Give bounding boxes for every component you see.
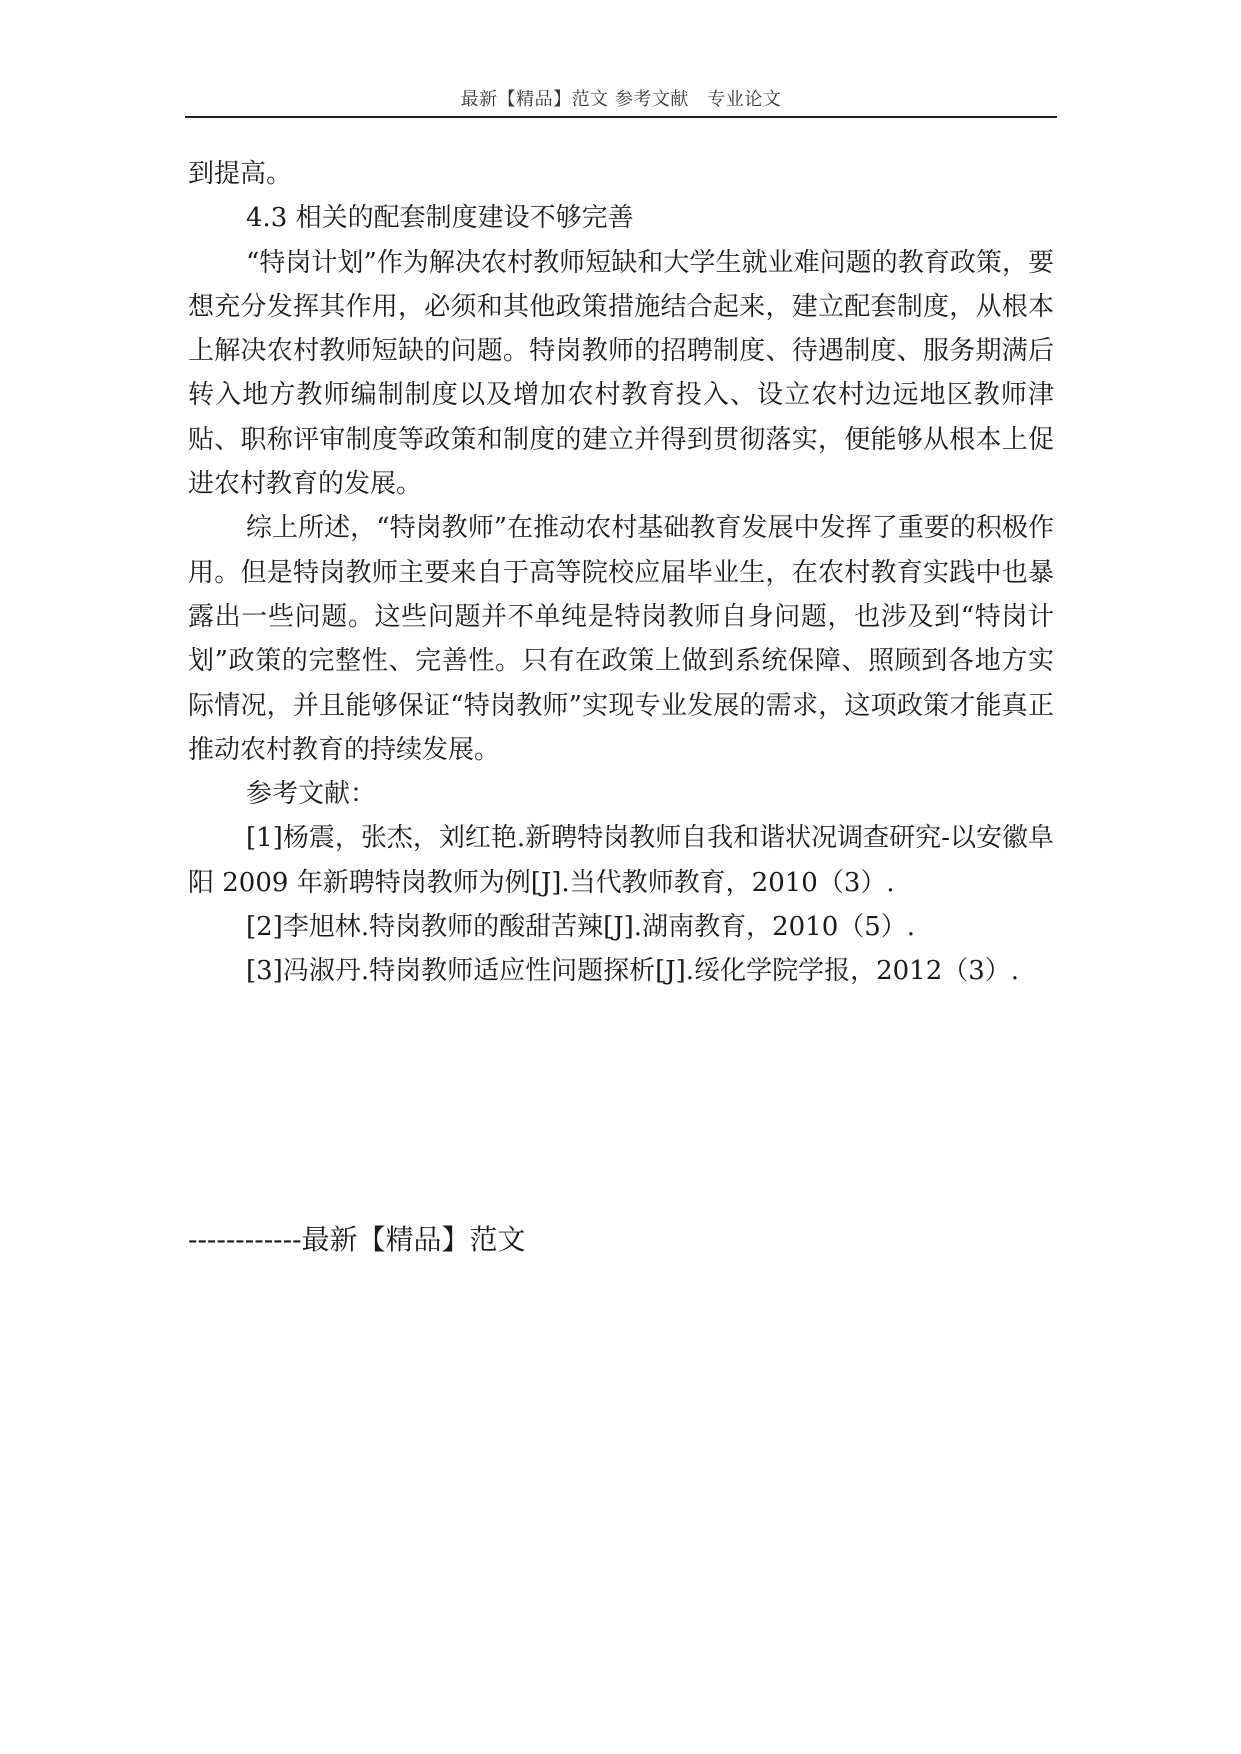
header-text: 最新【精品】范文 参考文献 专业论文: [460, 89, 782, 110]
reference-item-3: [3]冯淑丹.特岗教师适应性问题探析[J].绥化学院学报，2012（3）.: [246, 956, 1020, 987]
reference-item-2: [2]李旭林.特岗教师的酸甜苦辣[J].湖南教育，2010（5）.: [246, 912, 916, 943]
section-heading: 4.3 相关的配套制度建设不够完善: [246, 203, 634, 234]
paragraph-continuation: 到提高。: [188, 159, 293, 189]
document-body: [188, 152, 1054, 994]
paragraph-supporting-systems: “特岗计划”作为解决农村教师短缺和大学生就业难问题的教育政策，要想充分发挥其作用，必须和其他政策措施结合起来，建立配套制度，从根本上解决农村教师短缺的问题。特岗教师的招聘制度、待遇制度、服务期满后转入地方教师编制制度以及增加农村教育投入、设立农村边远地区教师津贴、职称评审制度等政策和制度的建立并得到贯彻落实，便能够从根本上促进农村教育的发展。: [188, 247, 1054, 500]
reference-item-1: [1]杨震，张杰，刘红艳.新聘特岗教师自我和谐状况调查研究-以安徽阜阳 2009 年新聘特岗教师为例[J].当代教师教育，2010（3）.: [188, 823, 1054, 898]
paragraph-conclusion: 综上所述，“特岗教师”在推动农村基础教育发展中发挥了重要的积极作用。但是特岗教师主要来自于高等院校应届毕业生，在农村教育实践中也暴露出一些问题。这些问题并不单纯是特岗教师自身问题，也涉及到“特岗计划”政策的完整性、完善性。只有在政策上做到系统保障、照顾到各地方实际情况，并且能够保证“特岗教师”实现专业发展的需求，这项政策才能真正推动农村教育的持续发展。: [188, 513, 1054, 765]
references-list: [188, 816, 1054, 993]
page-footer: [188, 1220, 526, 1260]
footer-text: ------------最新【精品】范文: [188, 1223, 526, 1256]
page-header: [185, 86, 1057, 118]
references-heading: 参考文献：: [246, 779, 377, 810]
